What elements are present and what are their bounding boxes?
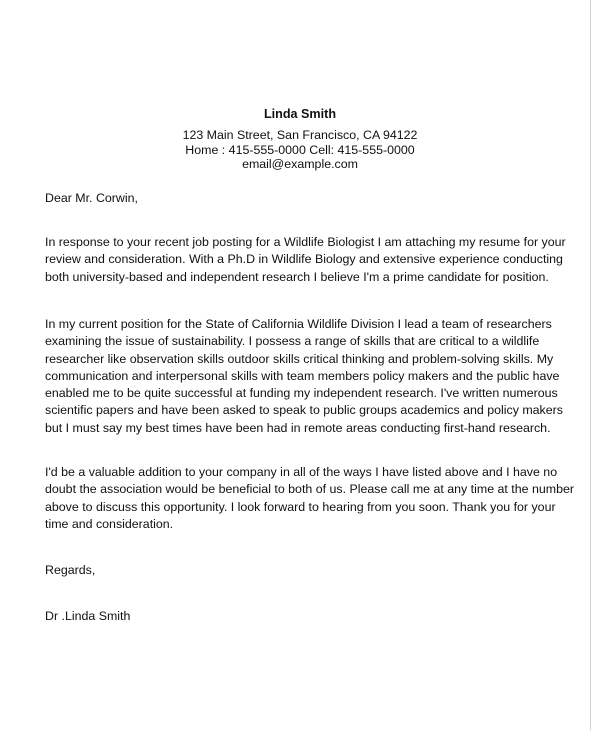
paragraph-line: doubt the association would be beneficial to both of us. Please call me at any time at the number	[45, 482, 574, 497]
paragraph-line: I'd be a valuable addition to your company in all of the ways I have listed above and I have no	[45, 465, 558, 479]
paragraph-line: time and consideration.	[45, 516, 174, 531]
paragraph-line: above to discuss this opportunity. I look forward to hearing from you soon. Thank you for your	[45, 499, 556, 514]
paragraph-line: scientific papers and have been asked to speak to public groups academics and policy makers	[45, 403, 563, 418]
paragraph-line: In response to your recent job posting for a Wildlife Biologist I am attaching my resume for your	[45, 235, 566, 249]
paragraph-line: In my current position for the State of California Wildlife Division I lead a team of researchers	[45, 317, 552, 331]
closing: Regards,	[45, 563, 96, 577]
salutation: Dear Mr. Corwin,	[45, 191, 138, 205]
paragraph-line: examining the issue of sustainability. I possess a range of skills that are critical to a wildlife	[45, 334, 540, 349]
paragraph-experience	[45, 316, 563, 437]
paragraph-line: both university-based and independent research I believe I'm a prime candidate for position.	[45, 269, 549, 284]
paragraph-line: enabled me to be quite successful at funding my independent research. I've written numerous	[45, 386, 558, 401]
signature: Dr .Linda Smith	[45, 609, 131, 623]
paragraph-line: review and consideration. With a Ph.D in Wildlife Biology and extensive experience conducting	[45, 252, 563, 267]
sender-address: 123 Main Street, San Francisco, CA 94122	[182, 128, 418, 142]
paragraph-closing	[45, 464, 574, 533]
paragraph-line: researcher like observation skills outdoor skills critical thinking and problem-solving skills. My	[45, 351, 554, 366]
sender-email: email@example.com	[242, 157, 358, 171]
paragraph-line: communication and interpersonal skills with team members policy makers and the public have	[45, 368, 560, 383]
sender-name: Linda Smith	[263, 107, 337, 121]
paragraph-line: but I must say my best times have been had in remote areas conducting first-hand research.	[45, 420, 551, 435]
paragraph-intro	[45, 234, 566, 286]
sender-phone: Home : 415-555-0000 Cell: 415-555-0000	[185, 143, 415, 157]
